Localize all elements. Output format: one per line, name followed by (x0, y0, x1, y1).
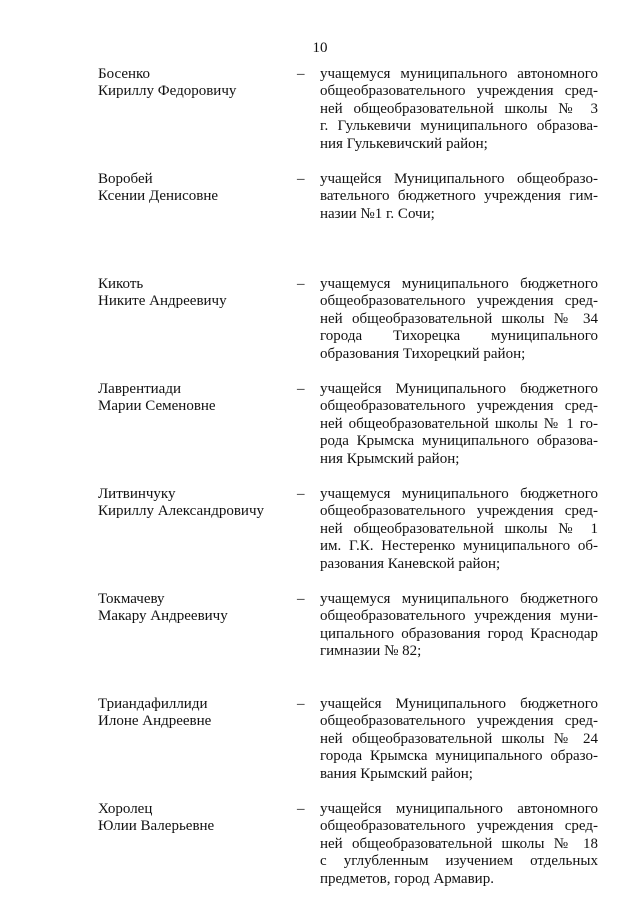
recipient-given-name: Макару Андреевичу (98, 608, 228, 625)
recipient-name (98, 801, 288, 836)
description-line: ния Гулькевичский район; (320, 135, 488, 152)
description-line: ней общеобразовательной школы № 24 (320, 730, 598, 747)
list-item (0, 486, 640, 573)
recipient-given-name: Кириллу Александровичу (98, 503, 264, 520)
description-line: общеобразовательного учреждения муни- (320, 608, 598, 625)
description-line: вания Крымский район; (320, 765, 473, 782)
recipient-description (320, 486, 598, 573)
recipient-given-name: Марии Семеновне (98, 398, 216, 415)
description-line: ней общеобразовательной школы № 1 го- (320, 415, 598, 432)
dash-separator: – (297, 66, 305, 82)
list-item (0, 696, 640, 783)
recipient-description (320, 171, 598, 223)
description-line: общеобразовательного учреждения сред- (320, 83, 598, 100)
recipient-surname: Воробей (98, 171, 153, 187)
description-line: назии №1 г. Сочи; (320, 205, 435, 222)
description-line: города Тихорецка муниципального (320, 328, 598, 345)
description-line: разования Каневской район; (320, 555, 501, 572)
dash-separator: – (297, 381, 305, 397)
description-line: ней общеобразовательной школы № 34 (320, 310, 598, 327)
list-item (0, 591, 640, 678)
recipient-surname: Токмачеву (98, 591, 165, 607)
recipient-description (320, 696, 598, 783)
description-line: учащемуся муниципального бюджетного (320, 591, 598, 607)
description-line: предметов, город Армавир. (320, 870, 494, 887)
recipient-surname: Хоролец (98, 801, 153, 817)
description-line: им. Г.К. Нестеренко муниципального об- (320, 538, 598, 555)
description-line: учащемуся муниципального бюджетного (320, 486, 598, 502)
dash-separator: – (297, 591, 305, 607)
description-line: ней общеобразовательной школы № 18 (320, 835, 598, 852)
recipient-given-name: Илоне Андреевне (98, 713, 212, 730)
recipient-description (320, 276, 598, 363)
dash-separator: – (297, 696, 305, 712)
list-item (0, 66, 640, 153)
recipient-surname: Лаврентиади (98, 381, 181, 397)
list-item (0, 381, 640, 468)
description-line: ней общеобразовательной школы № 3 (320, 100, 598, 117)
dash-separator: – (297, 276, 305, 292)
list-item (0, 171, 640, 258)
description-line: с углубленным изучением отдельных (320, 853, 598, 870)
description-line: рода Крымска муниципального образова- (320, 433, 598, 450)
recipient-given-name: Кириллу Федоровичу (98, 83, 237, 100)
recipient-surname: Литвинчуку (98, 486, 176, 502)
recipient-name (98, 696, 288, 731)
list-item (0, 276, 640, 363)
recipient-given-name: Ксении Денисовне (98, 188, 219, 205)
recipient-given-name: Юлии Валерьевне (98, 818, 215, 835)
recipient-name (98, 486, 288, 521)
description-line: ципального образования город Краснодар (320, 625, 598, 642)
recipient-name (98, 171, 288, 206)
dash-separator: – (297, 801, 305, 817)
description-line: общеобразовательного учреждения сред- (320, 818, 598, 835)
recipient-name (98, 66, 288, 101)
recipient-surname: Кикоть (98, 276, 144, 292)
description-line: общеобразовательного учреждения сред- (320, 713, 598, 730)
description-line: общеобразовательного учреждения сред- (320, 398, 598, 415)
recipient-surname: Триандафиллиди (98, 696, 208, 712)
recipient-description (320, 381, 598, 468)
description-line: учащейся муниципального автономного (320, 801, 598, 817)
description-line: общеобразовательного учреждения сред- (320, 293, 598, 310)
recipient-description (320, 66, 598, 153)
recipient-surname: Босенко (98, 66, 151, 82)
recipient-description (320, 591, 598, 661)
description-line: учащейся Муниципального бюджетного (320, 696, 598, 712)
description-line: учащейся Муниципального общеобразо- (320, 171, 598, 187)
description-line: ния Крымский район; (320, 450, 460, 467)
recipient-name (98, 381, 288, 416)
description-line: ней общеобразовательной школы № 1 (320, 520, 598, 537)
description-line: учащейся Муниципального бюджетного (320, 381, 598, 397)
description-line: города Крымска муниципального образо- (320, 748, 598, 765)
dash-separator: – (297, 486, 305, 502)
description-line: вательного бюджетного учреждения гим- (320, 188, 598, 205)
list-item (0, 801, 640, 888)
description-line: образования Тихорецкий район; (320, 345, 526, 362)
recipient-description (320, 801, 598, 888)
description-line: общеобразовательного учреждения сред- (320, 503, 598, 520)
recipient-given-name: Никите Андреевичу (98, 293, 227, 310)
description-line: г. Гулькевичи муниципального образова- (320, 118, 598, 135)
page-number: 10 (312, 40, 328, 56)
recipient-name (98, 591, 288, 626)
description-line: гимназии № 82; (320, 643, 422, 660)
dash-separator: – (297, 171, 305, 187)
description-line: учащемуся муниципального бюджетного (320, 276, 598, 292)
description-line: учащемуся муниципального автономного (320, 66, 598, 82)
award-list (0, 66, 640, 906)
recipient-name (98, 276, 288, 311)
